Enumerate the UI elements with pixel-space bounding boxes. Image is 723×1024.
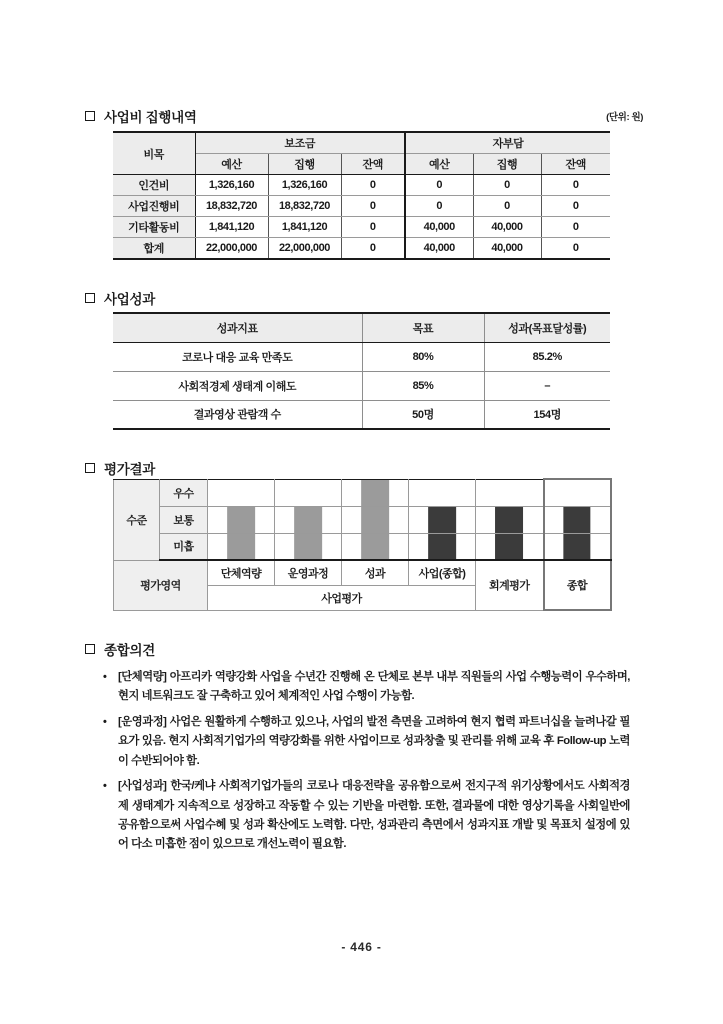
category-label-operation: 운영과정: [275, 560, 342, 585]
col-header-result: 성과(목표달성률): [484, 313, 610, 342]
table-row: [113, 400, 610, 429]
bar-operation: [294, 534, 322, 560]
bar-accounting: [495, 534, 523, 560]
sub-header-balance-subsidy: 잔액: [341, 154, 405, 175]
cell-value: 0: [341, 238, 405, 260]
unit-note-expenses: (단위: 원): [606, 112, 643, 123]
sub-header-budget-self: 예산: [405, 154, 473, 175]
cell-value: 40,000: [405, 238, 473, 260]
cell-value: 40,000: [473, 217, 541, 238]
section-heading-performance: [85, 288, 155, 308]
sub-header-spent-self: 집행: [473, 154, 541, 175]
bar-operation: [294, 507, 322, 533]
table-row-total: [113, 238, 610, 260]
cell-value: 1,841,120: [195, 217, 268, 238]
bar-slot-project-total-average: [409, 506, 476, 533]
col-header-item: 비목: [113, 132, 195, 175]
list-item-text: [운영과정] 사업은 원활하게 수행하고 있으나, 사업의 발전 측면을 고려하여 현지 협력 파트너십을 늘려나갈 필요가 있음. 현지 사회적기업가의 역량강화를 위한 사업이므로 성과창출 및 관리를 위해 교육 후 Follow-up 노력이 수반되어야 함.: [118, 715, 630, 767]
bullet-icon: •: [103, 780, 107, 793]
cell-value: 40,000: [405, 217, 473, 238]
bar-outcome: [361, 507, 389, 533]
performance-table: [113, 312, 610, 430]
checkbox-icon: [85, 293, 95, 303]
cell-result: 85.2%: [484, 342, 610, 371]
cell-value: 40,000: [473, 238, 541, 260]
axis-label-area: 평가영역: [114, 560, 208, 610]
table-row: [113, 217, 610, 238]
table-row: [113, 342, 610, 371]
category-label-accounting: 회계평가: [476, 560, 544, 610]
bar-slot-overall-average: [544, 506, 611, 533]
bullet-icon: •: [103, 715, 107, 728]
cell-value: 22,000,000: [268, 238, 341, 260]
expenses-table: [113, 131, 610, 260]
bar-project-total: [428, 507, 456, 533]
bar-slot-outcome-excellent: [342, 479, 409, 506]
bar-slot-overall-excellent: [544, 479, 611, 506]
chart-row-excellent: [114, 479, 611, 506]
evaluation-grid: [113, 478, 612, 611]
section-title-expenses: 사업비 집행내역: [104, 110, 197, 125]
chart-category-row: [114, 560, 611, 585]
category-label-overall: 종합: [544, 560, 611, 610]
opinion-list: [85, 668, 630, 855]
sub-header-spent-subsidy: 집행: [268, 154, 341, 175]
cell-value: 0: [541, 217, 610, 238]
table-header-row: [113, 132, 610, 154]
bar-slot-operation-insufficient: [275, 533, 342, 560]
bar-slot-project-total-excellent: [409, 479, 476, 506]
bar-group-capacity: [227, 534, 255, 560]
bar-outcome: [361, 480, 389, 506]
level-label-excellent: 우수: [160, 479, 208, 506]
bar-slot-group-capacity-insufficient: [208, 533, 275, 560]
cell-value: 1,841,120: [268, 217, 341, 238]
bar-slot-accounting-insufficient: [476, 533, 544, 560]
section-heading-evaluation: [85, 458, 155, 478]
bar-overall: [563, 534, 590, 560]
axis-label-level: 수준: [114, 479, 160, 560]
cell-value: 0: [541, 238, 610, 260]
level-label-insufficient: 미흡: [160, 533, 208, 560]
table-header-row: [113, 313, 610, 342]
bar-slot-accounting-excellent: [476, 479, 544, 506]
list-item-text: [단체역량] 아프리카 역량강화 사업을 수년간 진행해 온 단체로 본부 내부 직원들의 사업 수행능력이 우수하며, 현지 네트워크도 잘 구축하고 있어 체계적인 사업 수행이 가능함.: [118, 671, 630, 703]
page-number: - 446 -: [341, 940, 382, 954]
bar-accounting: [495, 507, 523, 533]
cell-value: 0: [541, 196, 610, 217]
chart-row-average: [114, 506, 611, 533]
row-label: 합계: [113, 238, 195, 260]
section-title-opinion: 종합의견: [104, 643, 155, 658]
cell-result: –: [484, 371, 610, 400]
cell-value: 18,832,720: [195, 196, 268, 217]
col-header-indicator: 성과지표: [113, 313, 362, 342]
table-row: [113, 175, 610, 196]
row-label: 사업진행비: [113, 196, 195, 217]
bar-project-total: [428, 534, 456, 560]
list-item: [85, 713, 630, 771]
bar-outcome: [361, 534, 389, 560]
cell-value: 0: [473, 175, 541, 196]
bar-slot-operation-average: [275, 506, 342, 533]
table-row: [113, 371, 610, 400]
list-item: [85, 777, 630, 855]
evaluation-chart: [113, 478, 610, 611]
bar-slot-outcome-average: [342, 506, 409, 533]
section-heading-opinion: [85, 639, 630, 659]
cell-value: 0: [473, 196, 541, 217]
bullet-icon: •: [103, 671, 107, 683]
bar-slot-outcome-insufficient: [342, 533, 409, 560]
category-label-group-capacity: 단체역량: [208, 560, 275, 585]
cell-value: 22,000,000: [195, 238, 268, 260]
cell-result: 154명: [484, 400, 610, 429]
section-heading-expenses: [85, 106, 197, 126]
cell-target: 85%: [362, 371, 484, 400]
checkbox-icon: [85, 463, 95, 473]
chart-row-insufficient: [114, 533, 611, 560]
cell-value: 1,326,160: [268, 175, 341, 196]
bar-slot-group-capacity-excellent: [208, 479, 275, 506]
bar-overall: [563, 507, 590, 533]
bar-slot-project-total-insufficient: [409, 533, 476, 560]
section-opinion: [85, 639, 630, 861]
row-label: 인건비: [113, 175, 195, 196]
category-label-outcome: 성과: [342, 560, 409, 585]
list-item: [85, 668, 630, 707]
section-title-performance: 사업성과: [104, 292, 155, 307]
cell-value: 18,832,720: [268, 196, 341, 217]
col-header-target: 목표: [362, 313, 484, 342]
bar-slot-accounting-average: [476, 506, 544, 533]
cell-indicator: 결과영상 관람객 수: [113, 400, 362, 429]
table-row: [113, 196, 610, 217]
group-header-self: 자부담: [405, 132, 610, 154]
category-group-label-project-eval: 사업평가: [208, 585, 476, 610]
group-header-subsidy: 보조금: [195, 132, 405, 154]
cell-value: 0: [405, 196, 473, 217]
cell-value: 0: [541, 175, 610, 196]
cell-value: 0: [405, 175, 473, 196]
section-title-evaluation: 평가결과: [104, 462, 155, 477]
row-label: 기타활동비: [113, 217, 195, 238]
level-label-average: 보통: [160, 506, 208, 533]
cell-value: 0: [341, 196, 405, 217]
sub-header-budget-subsidy: 예산: [195, 154, 268, 175]
checkbox-icon: [85, 111, 95, 121]
bar-slot-group-capacity-average: [208, 506, 275, 533]
cell-target: 80%: [362, 342, 484, 371]
cell-value: 1,326,160: [195, 175, 268, 196]
bar-group-capacity: [227, 507, 255, 533]
cell-target: 50명: [362, 400, 484, 429]
bar-slot-operation-excellent: [275, 479, 342, 506]
list-item-text: [사업성과] 한국/케냐 사회적기업가들의 코로나 대응전략을 공유함으로써 전지구적 위기상황에서도 사회적경제 생태계가 지속적으로 성장하고 작동할 수 있는 기반을 마련함. 또한, 결과물에 대한 영상기록을 사회일반에 공유함으로써 사업수혜 및 성과 확산에도 노력함. 다만, 성과관리 측면에서 성과지표 개발 및 목표치 설정에 있어 다소 미흡한 점이 있으므로 개선노력이 필요함.: [118, 780, 630, 851]
cell-indicator: 사회적경제 생태계 이해도: [113, 371, 362, 400]
checkbox-icon: [85, 644, 95, 654]
sub-header-balance-self: 잔액: [541, 154, 610, 175]
bar-slot-overall-insufficient: [544, 533, 611, 560]
cell-indicator: 코로나 대응 교육 만족도: [113, 342, 362, 371]
cell-value: 0: [341, 217, 405, 238]
cell-value: 0: [341, 175, 405, 196]
category-label-project-total: 사업(종합): [409, 560, 476, 585]
